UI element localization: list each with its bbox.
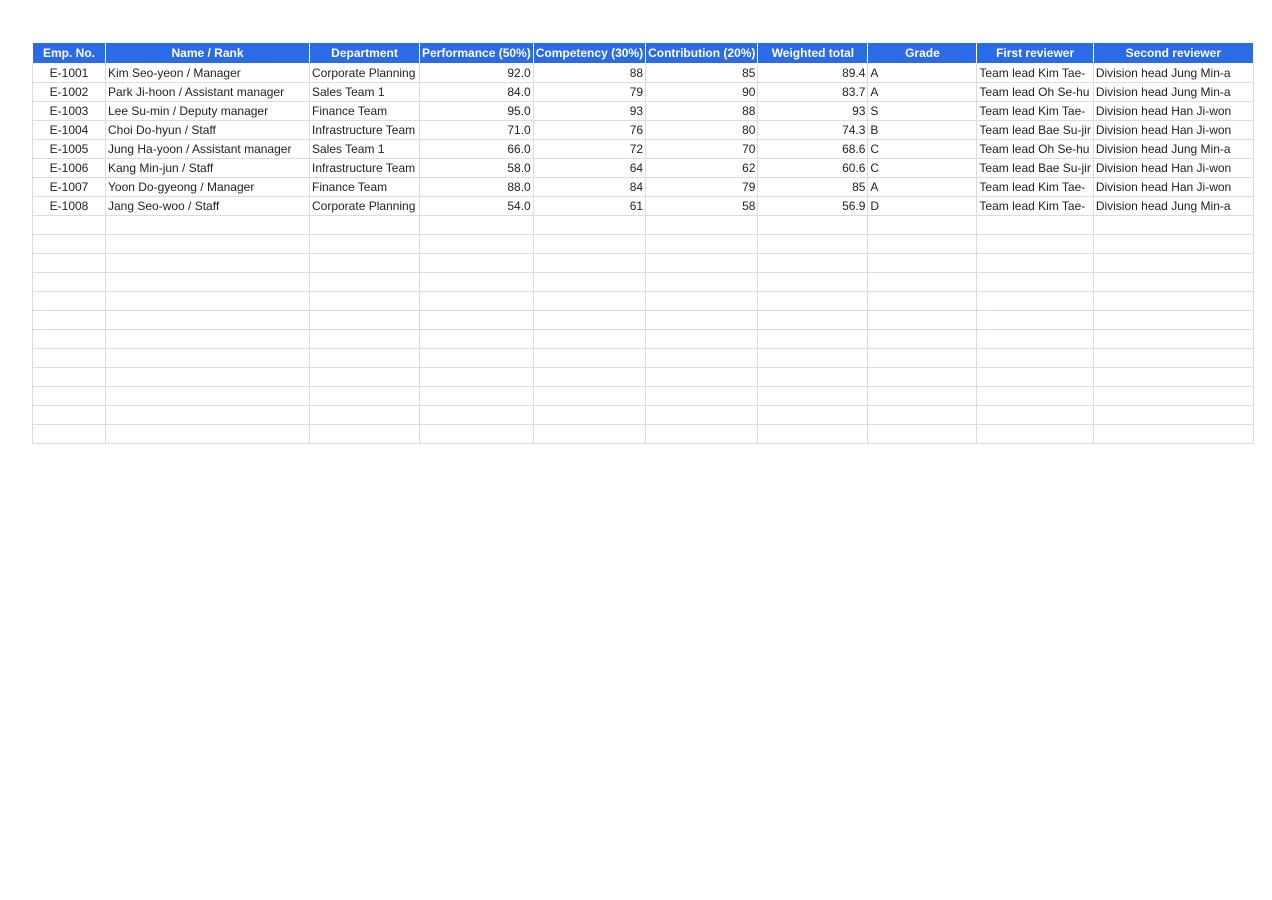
name-rank-cell[interactable]: Kang Min-jun / Staff xyxy=(106,159,310,178)
empty-cell[interactable] xyxy=(106,292,310,311)
empty-cell[interactable] xyxy=(977,406,1093,425)
empty-cell[interactable] xyxy=(758,349,868,368)
header-row xyxy=(33,43,1254,64)
grade-cell[interactable]: C xyxy=(868,140,977,159)
empty-cell[interactable] xyxy=(106,349,310,368)
col-header-competency[interactable]: Competency (30%) xyxy=(533,43,645,64)
performance-cell[interactable]: 88.0 xyxy=(420,178,534,197)
empty-cell[interactable] xyxy=(977,311,1093,330)
empty-cell[interactable] xyxy=(758,311,868,330)
empty-row xyxy=(33,330,1254,349)
empty-cell[interactable] xyxy=(33,425,106,444)
empty-cell[interactable] xyxy=(420,330,534,349)
department-cell[interactable]: Finance Team xyxy=(310,102,420,121)
contribution-cell[interactable]: 62 xyxy=(646,159,758,178)
empty-cell[interactable] xyxy=(310,254,420,273)
empty-cell[interactable] xyxy=(420,368,534,387)
table-row xyxy=(33,83,1254,102)
empty-cell[interactable] xyxy=(533,425,645,444)
contribution-cell[interactable]: 88 xyxy=(646,102,758,121)
col-header-second-reviewer[interactable]: Second reviewer xyxy=(1093,43,1253,64)
empty-cell[interactable] xyxy=(977,254,1093,273)
empty-cell[interactable] xyxy=(868,273,977,292)
competency-cell[interactable]: 79 xyxy=(533,83,645,102)
table-row xyxy=(33,140,1254,159)
empty-cell[interactable] xyxy=(1093,292,1253,311)
empty-cell[interactable] xyxy=(646,216,758,235)
empty-cell[interactable] xyxy=(977,349,1093,368)
empty-cell[interactable] xyxy=(758,235,868,254)
col-header-emp-no[interactable]: Emp. No. xyxy=(33,43,106,64)
empty-cell[interactable] xyxy=(868,330,977,349)
emp-no-cell[interactable]: E-1008 xyxy=(33,197,106,216)
empty-cell[interactable] xyxy=(33,349,106,368)
empty-cell[interactable] xyxy=(106,330,310,349)
empty-cell[interactable] xyxy=(33,311,106,330)
empty-cell[interactable] xyxy=(33,292,106,311)
empty-cell[interactable] xyxy=(106,273,310,292)
name-rank-cell[interactable]: Yoon Do-gyeong / Manager xyxy=(106,178,310,197)
empty-cell[interactable] xyxy=(1093,387,1253,406)
spreadsheet-area xyxy=(32,43,1254,444)
performance-cell[interactable]: 54.0 xyxy=(420,197,534,216)
empty-cell[interactable] xyxy=(533,349,645,368)
first-reviewer-cell[interactable]: Team lead Kim Tae- xyxy=(977,102,1093,121)
second-reviewer-cell[interactable]: Division head Jung Min-a xyxy=(1093,140,1253,159)
empty-row xyxy=(33,406,1254,425)
empty-cell[interactable] xyxy=(646,292,758,311)
contribution-cell[interactable]: 58 xyxy=(646,197,758,216)
department-cell[interactable]: Corporate Planning xyxy=(310,64,420,83)
empty-cell[interactable] xyxy=(420,216,534,235)
empty-cell[interactable] xyxy=(977,273,1093,292)
empty-cell[interactable] xyxy=(533,216,645,235)
empty-cell[interactable] xyxy=(310,330,420,349)
empty-cell[interactable] xyxy=(533,235,645,254)
empty-cell[interactable] xyxy=(420,254,534,273)
empty-cell[interactable] xyxy=(310,216,420,235)
empty-cell[interactable] xyxy=(33,216,106,235)
empty-cell[interactable] xyxy=(33,235,106,254)
empty-row xyxy=(33,292,1254,311)
name-rank-cell[interactable]: Lee Su-min / Deputy manager xyxy=(106,102,310,121)
empty-cell[interactable] xyxy=(1093,273,1253,292)
empty-cell[interactable] xyxy=(1093,406,1253,425)
empty-cell[interactable] xyxy=(420,235,534,254)
empty-cell[interactable] xyxy=(533,387,645,406)
empty-cell[interactable] xyxy=(868,292,977,311)
empty-cell[interactable] xyxy=(868,235,977,254)
performance-cell[interactable]: 95.0 xyxy=(420,102,534,121)
empty-cell[interactable] xyxy=(106,254,310,273)
empty-cell[interactable] xyxy=(420,349,534,368)
first-reviewer-cell[interactable]: Team lead Oh Se-hu xyxy=(977,83,1093,102)
empty-cell[interactable] xyxy=(758,216,868,235)
empty-cell[interactable] xyxy=(310,387,420,406)
empty-cell[interactable] xyxy=(33,368,106,387)
weighted-total-cell[interactable]: 68.6 xyxy=(758,140,868,159)
first-reviewer-cell[interactable]: Team lead Oh Se-hu xyxy=(977,140,1093,159)
empty-cell[interactable] xyxy=(977,330,1093,349)
empty-cell[interactable] xyxy=(310,406,420,425)
weighted-total-cell[interactable]: 89.4 xyxy=(758,64,868,83)
col-header-department[interactable]: Department xyxy=(310,43,420,64)
empty-cell[interactable] xyxy=(868,311,977,330)
empty-cell[interactable] xyxy=(868,254,977,273)
second-reviewer-cell[interactable]: Division head Jung Min-a xyxy=(1093,83,1253,102)
competency-cell[interactable]: 84 xyxy=(533,178,645,197)
col-header-performance[interactable]: Performance (50%) xyxy=(420,43,534,64)
table-row xyxy=(33,159,1254,178)
empty-cell[interactable] xyxy=(420,406,534,425)
empty-cell[interactable] xyxy=(758,387,868,406)
empty-cell[interactable] xyxy=(310,292,420,311)
empty-row xyxy=(33,368,1254,387)
empty-row xyxy=(33,387,1254,406)
emp-no-cell[interactable]: E-1002 xyxy=(33,83,106,102)
empty-cell[interactable] xyxy=(646,311,758,330)
weighted-total-cell[interactable]: 85 xyxy=(758,178,868,197)
emp-no-cell[interactable]: E-1005 xyxy=(33,140,106,159)
performance-cell[interactable]: 66.0 xyxy=(420,140,534,159)
department-cell[interactable]: Finance Team xyxy=(310,178,420,197)
table-row xyxy=(33,178,1254,197)
empty-cell[interactable] xyxy=(646,254,758,273)
empty-cell[interactable] xyxy=(310,235,420,254)
empty-cell[interactable] xyxy=(758,406,868,425)
emp-no-cell[interactable]: E-1007 xyxy=(33,178,106,197)
empty-cell[interactable] xyxy=(1093,425,1253,444)
emp-no-cell[interactable]: E-1001 xyxy=(33,64,106,83)
empty-cell[interactable] xyxy=(868,425,977,444)
performance-cell[interactable]: 92.0 xyxy=(420,64,534,83)
col-header-contribution[interactable]: Contribution (20%) xyxy=(646,43,758,64)
name-rank-cell[interactable]: Jung Ha-yoon / Assistant manager xyxy=(106,140,310,159)
first-reviewer-cell[interactable]: Team lead Bae Su-jir xyxy=(977,159,1093,178)
table-body xyxy=(33,64,1254,444)
empty-cell[interactable] xyxy=(420,425,534,444)
empty-cell[interactable] xyxy=(533,273,645,292)
second-reviewer-cell[interactable]: Division head Han Ji-won xyxy=(1093,159,1253,178)
empty-cell[interactable] xyxy=(646,273,758,292)
empty-cell[interactable] xyxy=(977,292,1093,311)
first-reviewer-cell[interactable]: Team lead Kim Tae- xyxy=(977,178,1093,197)
empty-cell[interactable] xyxy=(977,425,1093,444)
grade-cell[interactable]: S xyxy=(868,102,977,121)
department-cell[interactable]: Sales Team 1 xyxy=(310,83,420,102)
empty-cell[interactable] xyxy=(533,330,645,349)
weighted-total-cell[interactable]: 83.7 xyxy=(758,83,868,102)
empty-cell[interactable] xyxy=(758,254,868,273)
table-row xyxy=(33,102,1254,121)
department-cell[interactable]: Corporate Planning xyxy=(310,197,420,216)
first-reviewer-cell[interactable]: Team lead Bae Su-jir xyxy=(977,121,1093,140)
empty-cell[interactable] xyxy=(646,425,758,444)
contribution-cell[interactable]: 90 xyxy=(646,83,758,102)
department-cell[interactable]: Sales Team 1 xyxy=(310,140,420,159)
empty-cell[interactable] xyxy=(646,406,758,425)
empty-cell[interactable] xyxy=(758,368,868,387)
empty-cell[interactable] xyxy=(420,292,534,311)
name-rank-cell[interactable]: Kim Seo-yeon / Manager xyxy=(106,64,310,83)
performance-cell[interactable]: 71.0 xyxy=(420,121,534,140)
empty-cell[interactable] xyxy=(868,216,977,235)
emp-no-cell[interactable]: E-1004 xyxy=(33,121,106,140)
col-header-weighted-total[interactable]: Weighted total xyxy=(758,43,868,64)
empty-cell[interactable] xyxy=(868,406,977,425)
grade-cell[interactable]: D xyxy=(868,197,977,216)
empty-cell[interactable] xyxy=(868,349,977,368)
empty-cell[interactable] xyxy=(33,330,106,349)
table-row xyxy=(33,197,1254,216)
grade-cell[interactable]: A xyxy=(868,83,977,102)
first-reviewer-cell[interactable]: Team lead Kim Tae- xyxy=(977,197,1093,216)
emp-no-cell[interactable]: E-1003 xyxy=(33,102,106,121)
competency-cell[interactable]: 61 xyxy=(533,197,645,216)
empty-cell[interactable] xyxy=(310,349,420,368)
contribution-cell[interactable]: 85 xyxy=(646,64,758,83)
competency-cell[interactable]: 93 xyxy=(533,102,645,121)
weighted-total-cell[interactable]: 93 xyxy=(758,102,868,121)
grade-cell[interactable]: A xyxy=(868,178,977,197)
first-reviewer-cell[interactable]: Team lead Kim Tae- xyxy=(977,64,1093,83)
empty-cell[interactable] xyxy=(106,216,310,235)
competency-cell[interactable]: 76 xyxy=(533,121,645,140)
col-header-first-reviewer[interactable]: First reviewer xyxy=(977,43,1093,64)
empty-row xyxy=(33,254,1254,273)
emp-no-cell[interactable]: E-1006 xyxy=(33,159,106,178)
empty-cell[interactable] xyxy=(977,387,1093,406)
empty-cell[interactable] xyxy=(646,349,758,368)
empty-cell[interactable] xyxy=(646,330,758,349)
second-reviewer-cell[interactable]: Division head Han Ji-won xyxy=(1093,102,1253,121)
empty-row xyxy=(33,273,1254,292)
contribution-cell[interactable]: 80 xyxy=(646,121,758,140)
empty-cell[interactable] xyxy=(1093,216,1253,235)
second-reviewer-cell[interactable]: Division head Jung Min-a xyxy=(1093,64,1253,83)
empty-cell[interactable] xyxy=(758,425,868,444)
empty-cell[interactable] xyxy=(420,273,534,292)
empty-cell[interactable] xyxy=(758,330,868,349)
evaluation-table xyxy=(32,43,1254,444)
weighted-total-cell[interactable]: 60.6 xyxy=(758,159,868,178)
department-cell[interactable]: Infrastructure Team xyxy=(310,159,420,178)
empty-cell[interactable] xyxy=(533,406,645,425)
table-row xyxy=(33,121,1254,140)
empty-cell[interactable] xyxy=(106,406,310,425)
empty-cell[interactable] xyxy=(977,235,1093,254)
empty-cell[interactable] xyxy=(106,425,310,444)
empty-cell[interactable] xyxy=(310,311,420,330)
empty-cell[interactable] xyxy=(420,311,534,330)
empty-cell[interactable] xyxy=(1093,254,1253,273)
empty-cell[interactable] xyxy=(533,311,645,330)
empty-cell[interactable] xyxy=(106,311,310,330)
empty-cell[interactable] xyxy=(1093,368,1253,387)
grade-cell[interactable]: A xyxy=(868,64,977,83)
weighted-total-cell[interactable]: 74.3 xyxy=(758,121,868,140)
empty-row xyxy=(33,425,1254,444)
contribution-cell[interactable]: 70 xyxy=(646,140,758,159)
empty-cell[interactable] xyxy=(310,368,420,387)
empty-row xyxy=(33,349,1254,368)
performance-cell[interactable]: 58.0 xyxy=(420,159,534,178)
empty-cell[interactable] xyxy=(868,387,977,406)
second-reviewer-cell[interactable]: Division head Han Ji-won xyxy=(1093,178,1253,197)
performance-cell[interactable]: 84.0 xyxy=(420,83,534,102)
empty-cell[interactable] xyxy=(646,368,758,387)
empty-cell[interactable] xyxy=(977,368,1093,387)
grade-cell[interactable]: C xyxy=(868,159,977,178)
empty-cell[interactable] xyxy=(868,368,977,387)
empty-cell[interactable] xyxy=(1093,330,1253,349)
name-rank-cell[interactable]: Park Ji-hoon / Assistant manager xyxy=(106,83,310,102)
empty-cell[interactable] xyxy=(533,368,645,387)
empty-cell[interactable] xyxy=(33,254,106,273)
empty-row xyxy=(33,235,1254,254)
empty-cell[interactable] xyxy=(106,368,310,387)
second-reviewer-cell[interactable]: Division head Jung Min-a xyxy=(1093,197,1253,216)
competency-cell[interactable]: 88 xyxy=(533,64,645,83)
empty-row xyxy=(33,216,1254,235)
grade-cell[interactable]: B xyxy=(868,121,977,140)
contribution-cell[interactable]: 79 xyxy=(646,178,758,197)
empty-cell[interactable] xyxy=(310,425,420,444)
competency-cell[interactable]: 72 xyxy=(533,140,645,159)
empty-cell[interactable] xyxy=(1093,311,1253,330)
empty-cell[interactable] xyxy=(33,406,106,425)
empty-cell[interactable] xyxy=(420,387,534,406)
competency-cell[interactable]: 64 xyxy=(533,159,645,178)
table-row xyxy=(33,64,1254,83)
weighted-total-cell[interactable]: 56.9 xyxy=(758,197,868,216)
empty-cell[interactable] xyxy=(33,387,106,406)
empty-cell[interactable] xyxy=(758,273,868,292)
empty-row xyxy=(33,311,1254,330)
empty-cell[interactable] xyxy=(1093,235,1253,254)
department-cell[interactable]: Infrastructure Team xyxy=(310,121,420,140)
empty-cell[interactable] xyxy=(977,216,1093,235)
empty-cell[interactable] xyxy=(33,273,106,292)
empty-cell[interactable] xyxy=(758,292,868,311)
empty-cell[interactable] xyxy=(1093,349,1253,368)
col-header-grade[interactable]: Grade xyxy=(868,43,977,64)
name-rank-cell[interactable]: Jang Seo-woo / Staff xyxy=(106,197,310,216)
empty-cell[interactable] xyxy=(310,273,420,292)
name-rank-cell[interactable]: Choi Do-hyun / Staff xyxy=(106,121,310,140)
empty-cell[interactable] xyxy=(533,292,645,311)
empty-cell[interactable] xyxy=(646,235,758,254)
empty-cell[interactable] xyxy=(106,387,310,406)
empty-cell[interactable] xyxy=(106,235,310,254)
col-header-name-rank[interactable]: Name / Rank xyxy=(106,43,310,64)
second-reviewer-cell[interactable]: Division head Han Ji-won xyxy=(1093,121,1253,140)
empty-cell[interactable] xyxy=(646,387,758,406)
empty-cell[interactable] xyxy=(533,254,645,273)
